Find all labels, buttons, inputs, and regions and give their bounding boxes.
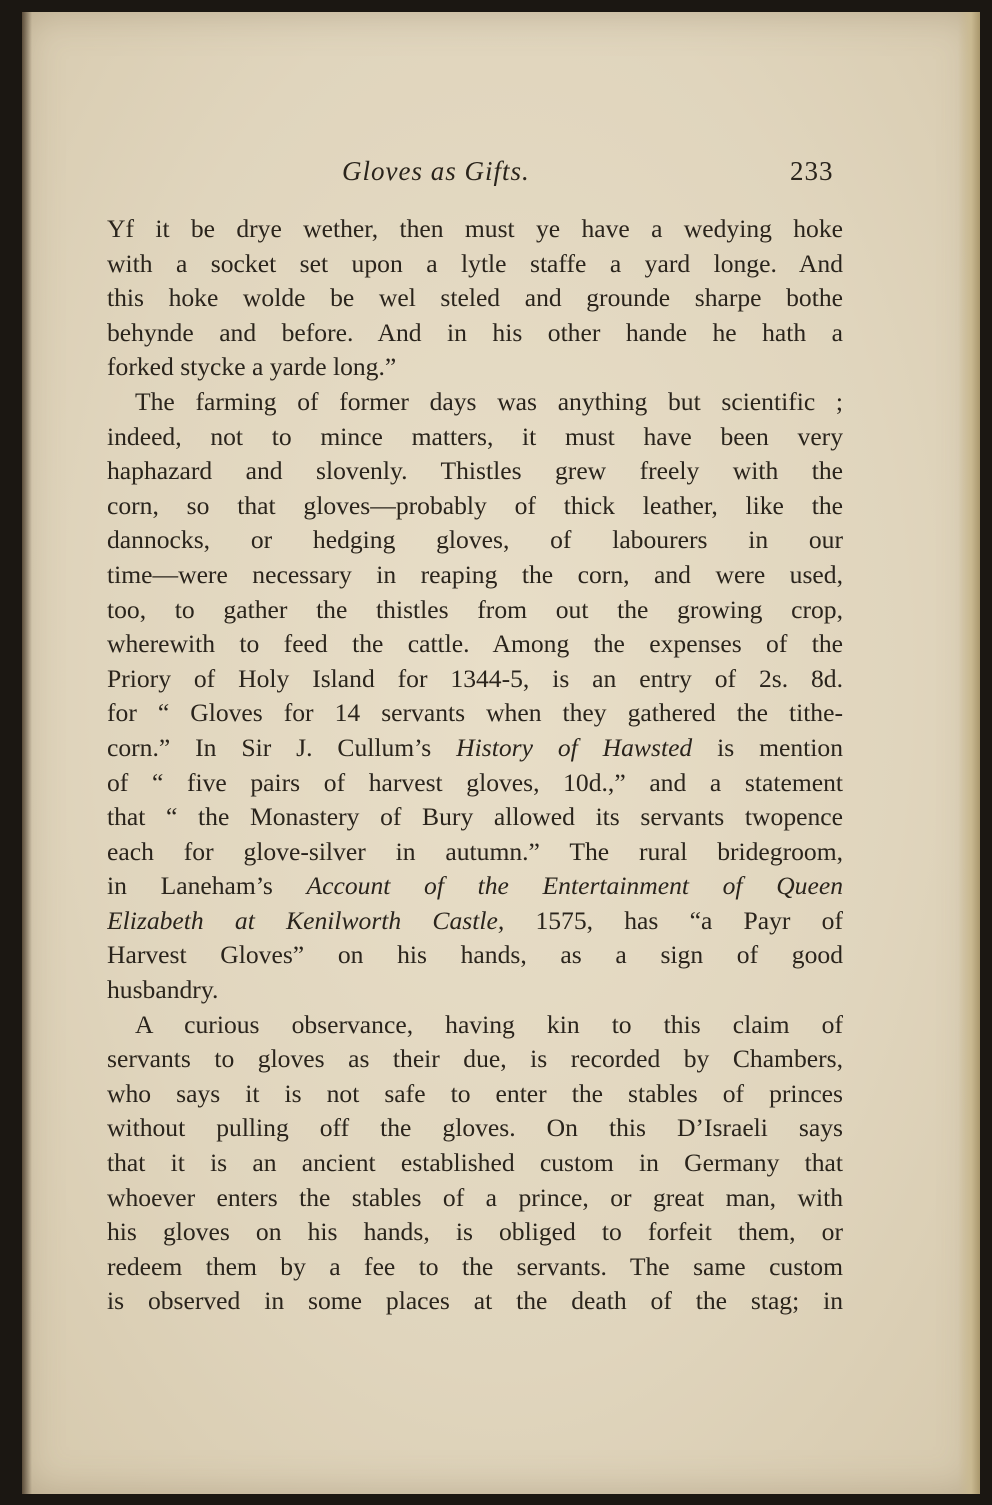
page-gutter-shadow xyxy=(22,12,32,1494)
running-title: Gloves as Gifts. xyxy=(342,156,530,186)
text-line: too, to gather the thistles from out the growing crop, xyxy=(107,594,843,624)
text-line: indeed, not to mince matters, it must have been very xyxy=(107,421,843,451)
text-line: time—were necessary in reaping the corn, and were used, xyxy=(107,559,843,589)
text-line: Harvest Gloves” on his hands, as a sign of good xyxy=(107,940,843,970)
page-edge xyxy=(958,12,980,1494)
text-line: of “ five pairs of harvest gloves, 10d.,” and a statement xyxy=(107,767,843,797)
text-line: that “ the Monastery of Bury allowed its servants twopence xyxy=(107,802,843,832)
text-line: corn, so that gloves—probably of thick leather, like the xyxy=(107,490,843,520)
text-line: that it is an ancient established custom in Germany that xyxy=(107,1148,843,1178)
text-line: Priory of Holy Island for 1344-5, is an entry of 2s. 8d. xyxy=(107,663,843,693)
text-line: dannocks, or hedging gloves, of labourers in our xyxy=(107,525,843,555)
text-line xyxy=(107,731,843,766)
text-line: servants to gloves as their due, is recorded by Chambers, xyxy=(107,1044,843,1074)
text-segment: in Laneham’s xyxy=(107,871,307,901)
text-line: whoever enters the stables of a prince, or great man, with xyxy=(107,1182,843,1212)
text-line: The farming of former days was anything but scientific ; xyxy=(135,386,843,416)
text-line: with a socket set upon a lytle staffe a yard longe. And xyxy=(107,248,843,278)
text-segment: 1575, has “a Payr of xyxy=(504,905,843,935)
italic-title: History of Hawsted xyxy=(456,732,693,762)
text-line xyxy=(107,904,843,939)
text-line: haphazard and slovenly. Thistles grew freely with the xyxy=(107,456,843,486)
italic-title: Account of the Entertainment of Queen xyxy=(306,871,843,901)
page-number: 233 xyxy=(790,156,834,186)
text-line: this hoke wolde be wel steled and grounde sharpe bothe xyxy=(107,283,843,313)
text-line: Yf it be drye wether, then must ye have a wedying hoke xyxy=(107,214,843,243)
book-page xyxy=(22,12,980,1494)
text-line: his gloves on his hands, is obliged to forfeit them, or xyxy=(107,1217,843,1247)
text-line: behynde and before. And in his other hande he hath a xyxy=(107,317,843,347)
text-line: who says it is not safe to enter the stables of princes xyxy=(107,1078,843,1108)
text-line: redeem them by a fee to the servants. The same custom xyxy=(107,1251,843,1281)
text-segment: is mention xyxy=(692,732,843,762)
text-line: each for glove-silver in autumn.” The rural bridegroom, xyxy=(107,836,843,866)
text-line: without pulling off the gloves. On this D’Israeli says xyxy=(107,1113,843,1143)
text-line: wherewith to feed the cattle. Among the expenses of the xyxy=(107,629,843,659)
body-text xyxy=(107,212,843,1319)
text-line: for “ Gloves for 14 servants when they gathered the tithe- xyxy=(107,698,843,728)
text-line: A curious observance, having kin to this claim of xyxy=(135,1009,843,1039)
text-line: forked stycke a yarde long.” xyxy=(107,352,397,382)
text-line xyxy=(107,869,843,904)
text-line: is observed in some places at the death of the stag; in xyxy=(107,1286,843,1316)
italic-title: Elizabeth at Kenilworth Castle, xyxy=(107,905,505,935)
text-segment: corn.” In Sir J. Cullum’s xyxy=(107,732,457,762)
text-line: husbandry. xyxy=(107,975,219,1005)
